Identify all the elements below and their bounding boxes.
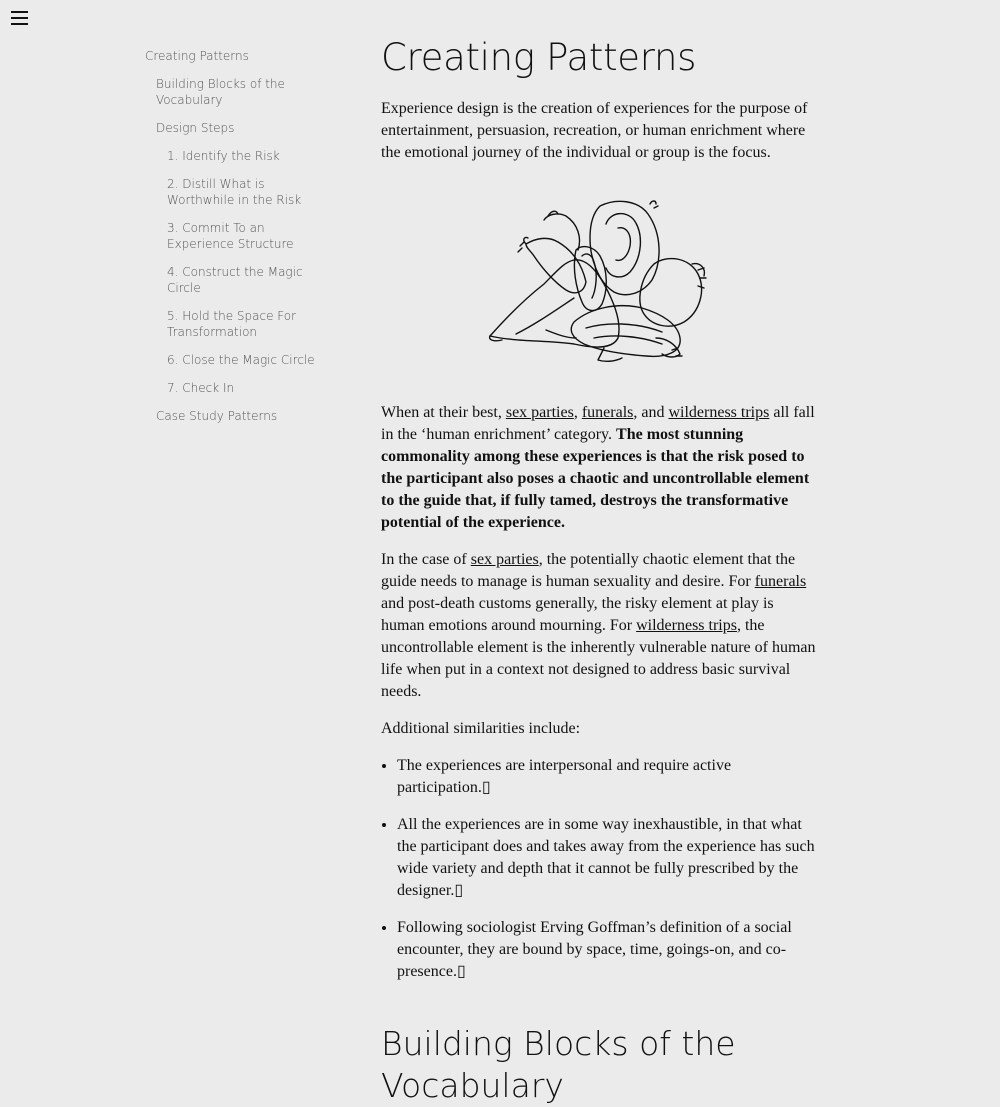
toc-item-step-7[interactable]: 7. Check In — [167, 381, 235, 395]
footnote-marker[interactable]: ▯ — [481, 779, 491, 796]
toc-item-creating-patterns[interactable]: Creating Patterns — [145, 49, 249, 63]
link-wilderness-trips[interactable]: wilderness trips — [636, 617, 737, 634]
list-item — [397, 814, 817, 902]
link-sex-parties[interactable]: sex parties — [470, 551, 539, 568]
link-wilderness-trips[interactable]: wilderness trips — [668, 404, 770, 421]
hamburger-menu-icon-line — [11, 17, 28, 19]
similarities-list — [381, 755, 817, 983]
text: and post-death customs generally, the risky element at play is human emotions around mourning. For — [381, 595, 774, 634]
text: , and — [633, 404, 669, 421]
hamburger-menu-icon-line — [11, 23, 28, 25]
text: When at their best, — [381, 404, 506, 421]
text: In the case of — [381, 551, 471, 568]
similarities-intro: Additional similarities include: — [381, 720, 581, 737]
list-item — [397, 917, 817, 983]
table-of-contents — [145, 48, 335, 424]
page-title: Creating Patterns — [381, 36, 697, 79]
paragraph-commonality — [381, 402, 817, 534]
toc-item-step-3[interactable]: 3. Commit To an Experience Structure — [167, 221, 294, 251]
article — [381, 34, 817, 1107]
text: , — [573, 404, 582, 421]
section-heading-building-blocks: Building Blocks of the Vocabulary — [381, 1024, 736, 1105]
toc-item-building-blocks[interactable]: Building Blocks of the Vocabulary — [156, 77, 285, 107]
list-item — [397, 755, 817, 799]
menu-button[interactable] — [11, 10, 29, 26]
toc-item-step-1[interactable]: 1. Identify the Risk — [167, 149, 280, 163]
toc-item-step-4[interactable]: 4. Construct the Magic Circle — [167, 265, 303, 295]
hamburger-menu-icon — [11, 11, 28, 13]
toc-item-step-6[interactable]: 6. Close the Magic Circle — [167, 353, 315, 367]
bold-statement: The most stunning commonality among these experiences is that the risk posed to the participant also poses a chaotic and uncontrollable element to the guide that, if fully tamed, destroys the transformative potential of the experience. — [381, 426, 810, 531]
link-sex-parties[interactable]: sex parties — [505, 404, 574, 421]
text: , the potentially chaotic element that the guide needs to manage is human sexuality and desire. For — [381, 551, 796, 590]
link-funerals[interactable]: funerals — [754, 573, 807, 590]
footnote-marker[interactable]: ▯ — [454, 882, 464, 899]
toc-item-step-5[interactable]: 5. Hold the Space For Transformation — [167, 309, 297, 339]
footnote-marker[interactable]: ▯ — [456, 963, 466, 980]
toc-item-case-study-patterns[interactable]: Case Study Patterns — [156, 409, 278, 423]
paragraph-chaotic-elements — [381, 549, 817, 703]
list-item-text: All the experiences are in some way inexhaustible, in that what the participant does and takes away from the experience has such wide variety and depth that it cannot be fully prescribed by the designer. — [397, 816, 815, 899]
intro-paragraph: Experience design is the creation of experiences for the purpose of entertainment, persuasion, recreation, or human enrichment where the emotional journey of the individual or group is the focus. — [381, 100, 808, 161]
link-funerals[interactable]: funerals — [581, 404, 634, 421]
list-item-text: The experiences are interpersonal and require active participation. — [397, 757, 732, 796]
text: , the uncontrollable element is the inherently vulnerable nature of human life when put in a context not designed to address basic survival needs. — [381, 617, 816, 700]
toc-item-design-steps[interactable]: Design Steps — [156, 121, 235, 135]
seashells-illustration — [486, 198, 710, 368]
text: all fall in the ‘human enrichment’ category. — [381, 404, 815, 443]
list-item-text: Following sociologist Erving Goffman’s definition of a social encounter, they are bound by space, time, goings-on, and co-presence. — [397, 919, 792, 980]
toc-item-step-2[interactable]: 2. Distill What is Worthwhile in the Risk — [167, 177, 302, 207]
